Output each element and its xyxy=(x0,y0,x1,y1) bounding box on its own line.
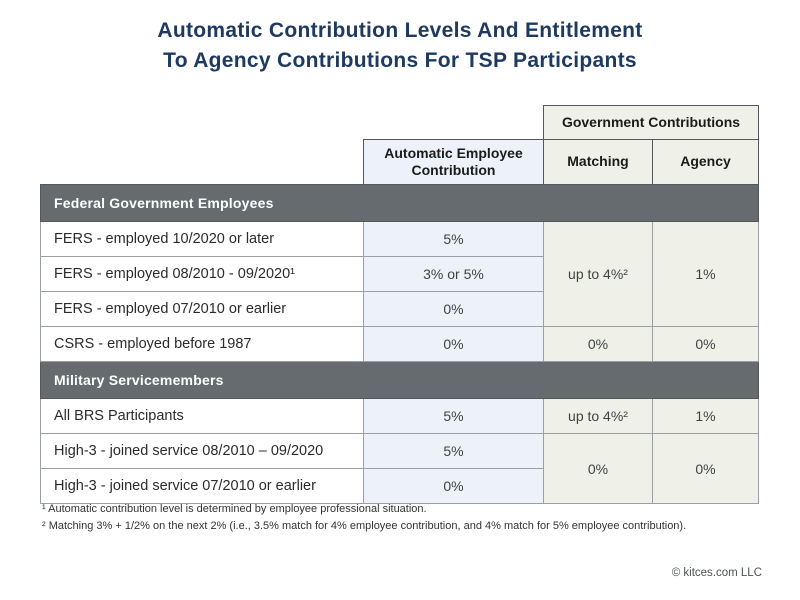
agency-merged-cell: 1% xyxy=(653,222,759,327)
footnotes xyxy=(42,501,758,535)
matching-merged-cell: up to 4%² xyxy=(544,222,653,327)
table-row xyxy=(41,222,759,257)
section-header-row-military xyxy=(41,362,759,399)
row-label: High-3 - joined service 08/2010 – 09/2020 xyxy=(41,434,364,469)
row-label: All BRS Participants xyxy=(41,399,364,434)
col-header-automatic-employee-contribution: Automatic Employee Contribution xyxy=(364,140,544,185)
section-header-row-federal xyxy=(41,185,759,222)
agency-cell: 0% xyxy=(653,327,759,362)
section-header-military-servicemembers: Military Servicemembers xyxy=(41,362,759,399)
auto-contribution-cell: 5% xyxy=(364,434,544,469)
row-label: FERS - employed 07/2010 or earlier xyxy=(41,292,364,327)
column-header-row xyxy=(41,140,759,185)
spacer-cell xyxy=(41,106,544,140)
auto-contribution-cell: 0% xyxy=(364,469,544,504)
table-row xyxy=(41,327,759,362)
government-contributions-group-header: Government Contributions xyxy=(544,106,759,140)
page-title xyxy=(0,16,800,77)
copyright-text: © kitces.com LLC xyxy=(671,567,762,579)
group-header-row xyxy=(41,106,759,140)
tsp-contributions-table xyxy=(40,105,759,504)
col-header-matching: Matching xyxy=(544,140,653,185)
col-header-agency: Agency xyxy=(653,140,759,185)
matching-merged-cell: 0% xyxy=(544,434,653,504)
auto-contribution-cell: 0% xyxy=(364,327,544,362)
page-title-line2: To Agency Contributions For TSP Participants xyxy=(163,49,637,73)
row-label: High-3 - joined service 07/2010 or earlier xyxy=(41,469,364,504)
spacer-cell xyxy=(41,140,364,185)
row-label: FERS - employed 10/2020 or later xyxy=(41,222,364,257)
matching-cell: up to 4%² xyxy=(544,399,653,434)
agency-merged-cell: 0% xyxy=(653,434,759,504)
agency-cell: 1% xyxy=(653,399,759,434)
matching-cell: 0% xyxy=(544,327,653,362)
auto-contribution-cell: 5% xyxy=(364,399,544,434)
auto-contribution-cell: 5% xyxy=(364,222,544,257)
auto-contribution-cell: 0% xyxy=(364,292,544,327)
table-row xyxy=(41,399,759,434)
section-header-federal-government-employees: Federal Government Employees xyxy=(41,185,759,222)
footnote-2: ² Matching 3% + 1/2% on the next 2% (i.e., 3.5% match for 4% employee contribution, and 4% match for 5% employee contribution). xyxy=(42,520,687,533)
page-title-line1: Automatic Contribution Levels And Entitlement xyxy=(157,19,643,42)
table-row xyxy=(41,434,759,469)
footnote-1: ¹ Automatic contribution level is determined by employee professional situation. xyxy=(42,503,427,515)
row-label: FERS - employed 08/2010 - 09/2020¹ xyxy=(41,257,364,292)
auto-contribution-cell: 3% or 5% xyxy=(364,257,544,292)
row-label: CSRS - employed before 1987 xyxy=(41,327,364,362)
